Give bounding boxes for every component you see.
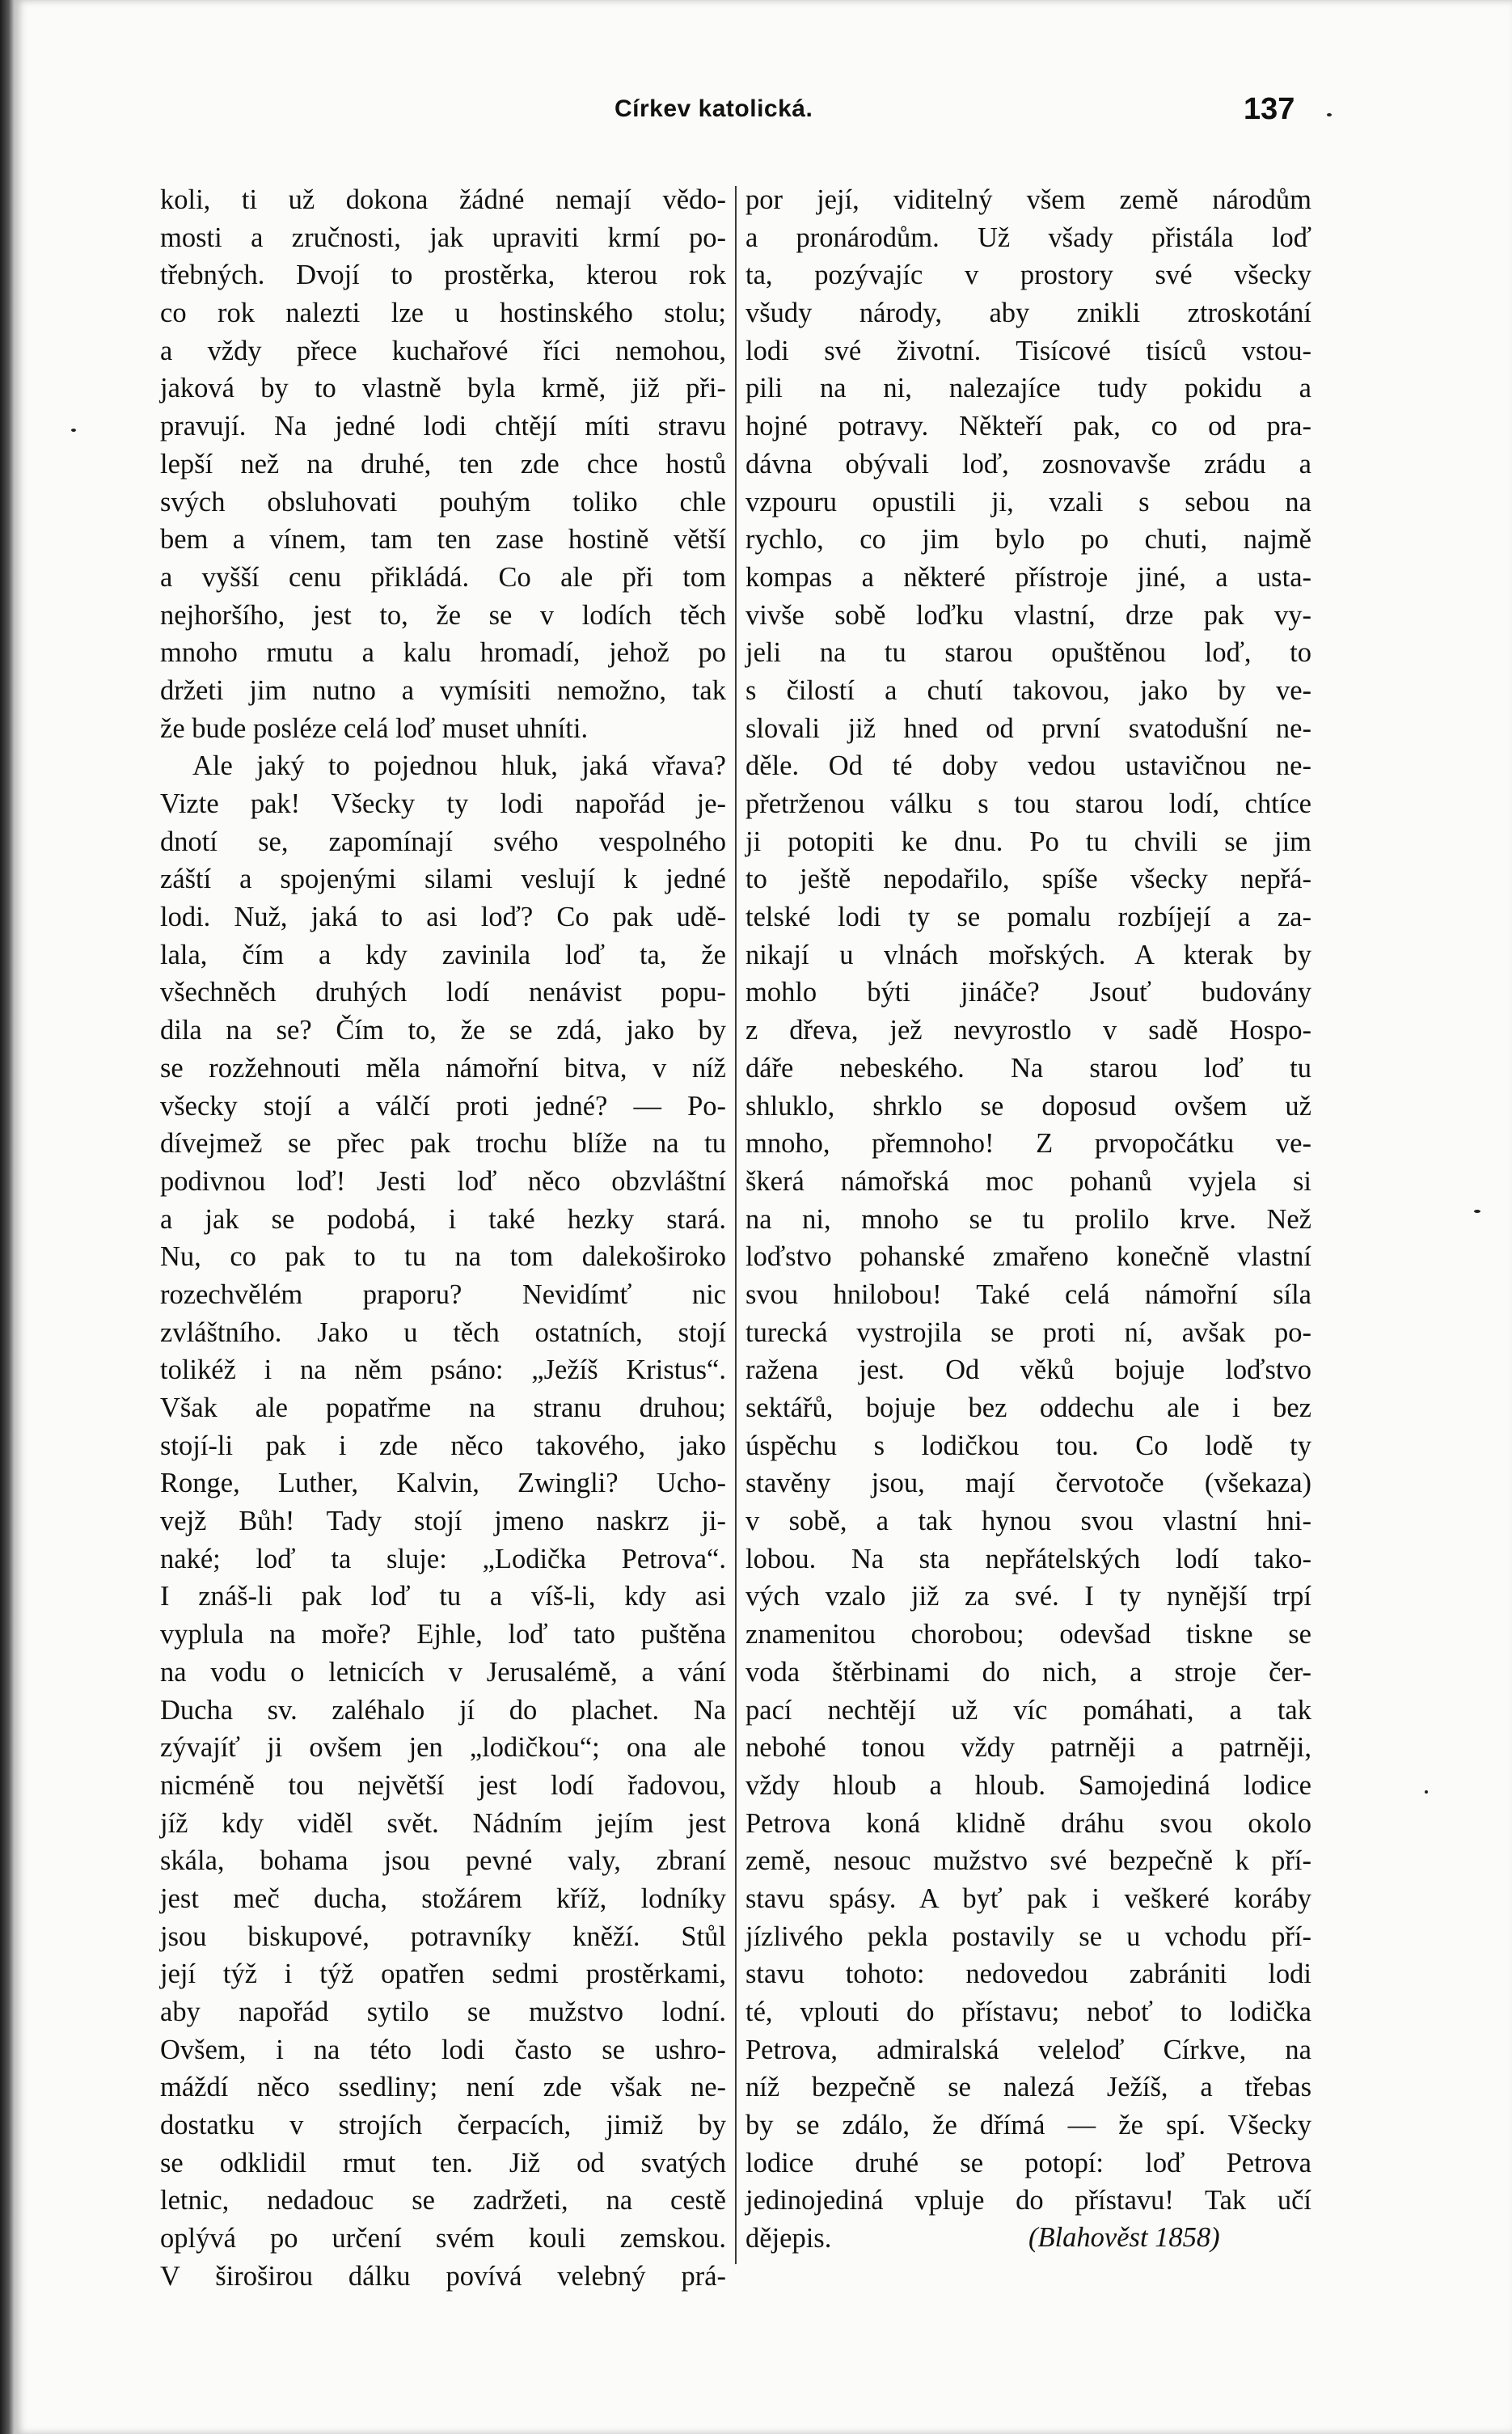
text-line: níž bezpečně se nalezá Ježíš, a třebas <box>745 2072 1311 2103</box>
text-line: skála, bohama jsou pevné valy, zbraní <box>160 1845 726 1877</box>
source-citation: (Blahověst 1858) <box>1028 2222 1220 2253</box>
text-line: stavu spásy. A byť pak i veškeré koráby <box>745 1883 1311 1914</box>
text-line: zvláštního. Jako u těch ostatních, stojí <box>160 1316 726 1348</box>
right-text-column <box>745 181 1311 2258</box>
left-text-column <box>160 181 726 2296</box>
text-line: jízlivého pekla postavily se u vchodu pří- <box>745 1921 1311 1952</box>
text-line: shluklo, shrklo se doposud ovšem už <box>745 1090 1311 1122</box>
text-line: jedinojediná vpluje do přístavu! Tak učí <box>745 2185 1311 2216</box>
text-line: Ronge, Luther, Kalvin, Zwingli? Ucho- <box>160 1468 726 1499</box>
text-line: voda štěrbinami do nich, a stroje čer- <box>745 1656 1311 1688</box>
text-line: letnic, nedadouc se zadržeti, na cestě <box>160 2185 726 2216</box>
text-line: s čilostí a chutí takovou, jako by ve- <box>745 674 1311 706</box>
text-line: por její, viditelný všem země národům <box>745 184 1311 215</box>
text-line: vyplula na moře? Ejhle, loď tato puštěna <box>160 1619 726 1650</box>
text-line: Nu, co pak to tu na tom dalekoširoko <box>160 1241 726 1273</box>
text-line: ji potopiti ke dnu. Po tu chvili se jim <box>745 826 1311 857</box>
text-line: nikají u vlnách mořských. A kterak by <box>745 939 1311 970</box>
text-line: dnotí se, zapomínají svého vespolného <box>160 826 726 857</box>
text-line: záští a spojenými silami veslují k jedné <box>160 864 726 895</box>
text-line: podivnou loď! Jesti loď něco obzvláštní <box>160 1165 726 1197</box>
text-line: a vyšší cenu přikládá. Co ale při tom <box>160 561 726 593</box>
text-line: Ducha sv. zaléhalo jí do plachet. Na <box>160 1694 726 1726</box>
text-line: všecky stojí a válčí proti jedné? — Po- <box>160 1090 726 1122</box>
text-line: a vždy přece kuchařové říci nemohou, <box>160 335 726 366</box>
text-line: Petrova koná klidně dráhu svou okolo <box>745 1807 1311 1839</box>
text-line: lala, čím a kdy zavinila loď ta, že <box>160 939 726 970</box>
running-head <box>0 92 1512 136</box>
print-speck <box>1425 1790 1428 1794</box>
text-line: vých vzalo již za své. I ty nynější trpí <box>745 1581 1311 1612</box>
text-line: z dřeva, jež nevyrostlo v sadě Hospo- <box>745 1015 1311 1046</box>
text-line: pravují. Na jedné lodi chtějí míti stravu <box>160 411 726 442</box>
text-line: stojí-li pak i zde něco takového, jako <box>160 1430 726 1461</box>
text-line: lodi své životní. Tisícové tisíců vstou- <box>745 335 1311 366</box>
text-line: by se zdálo, že dřímá — že spí. Všecky <box>745 2110 1311 2141</box>
text-line: Ale jaký to pojednou hluk, jaká vřava? <box>192 750 726 782</box>
print-speck <box>71 429 76 432</box>
text-line: vždy hloub a hloub. Samojediná lodice <box>745 1769 1311 1801</box>
page-number: 137 <box>1244 92 1295 126</box>
print-speck <box>1474 1210 1480 1213</box>
text-line: držeti jim nutno a vymísiti nemožno, tak <box>160 674 726 706</box>
text-line: úspěchu s lodičkou tou. Co lodě ty <box>745 1430 1311 1461</box>
text-line: všudy národy, aby znikli ztroskotání <box>745 298 1311 329</box>
text-line: děle. Od té doby vedou ustavičnou ne- <box>745 750 1311 782</box>
text-line: lodi. Nuž, jaká to asi loď? Co pak udě- <box>160 902 726 933</box>
text-line: to ještě nepodařilo, spíše všecky nepřá- <box>745 864 1311 895</box>
text-line: Ovšem, i na této lodi často se ushro- <box>160 2034 726 2065</box>
column-divider <box>735 186 737 2264</box>
text-line: se rozžehnouti měla námořní bitva, v níž <box>160 1052 726 1084</box>
text-line: v sobě, a tak hynou svou vlastní hni- <box>745 1506 1311 1537</box>
text-line: jaková by to vlastně byla krmě, již při- <box>160 373 726 404</box>
text-line: nebohé tonou vždy patrněji a patrněji, <box>745 1732 1311 1764</box>
text-line: tolikéž i na něm psáno: „Ježíš Kristus“. <box>160 1354 726 1386</box>
text-line: stavěny jsou, mají červotoče (všekaza) <box>745 1468 1311 1499</box>
text-line: její týž i týž opatřen sedmi prostěrkami, <box>160 1959 726 1990</box>
text-line: vivše sobě loďku vlastní, drze pak vy- <box>745 599 1311 631</box>
text-line: mosti a zručnosti, jak upraviti krmí po- <box>160 222 726 253</box>
text-line: svých obsluhovati pouhým toliko chle <box>160 486 726 518</box>
text-line: té, vplouti do přístavu; neboť to lodička <box>745 1997 1311 2027</box>
text-line: svou hnilobou! Také celá námořní síla <box>745 1278 1311 1310</box>
text-line: a pronárodům. Už všady přistála loď <box>745 222 1311 253</box>
text-line: dívejmež se přec pak trochu blíže na tu <box>160 1128 726 1160</box>
text-line: bem a vínem, tam ten zase hostině větší <box>160 524 726 556</box>
text-line: jeli na tu starou opuštěnou loď, to <box>745 637 1311 669</box>
text-line: se odklidil rmut ten. Již od svatých <box>160 2147 726 2178</box>
text-line: rychlo, co jim bylo po chuti, najmě <box>745 524 1311 556</box>
text-line: mohlo býti jináče? Jsouť budovány <box>745 977 1311 1008</box>
text-line: sektářů, bojuje bez oddechu ale i bez <box>745 1392 1311 1423</box>
running-title: Církev katolická. <box>615 95 813 122</box>
text-line: dávna obývali loď, zosnovavše zrádu a <box>745 448 1311 480</box>
text-line: mnoho rmutu a kalu hromadí, jehož po <box>160 637 726 669</box>
text-line: turecká vystrojila se proti ní, avšak po- <box>745 1316 1311 1348</box>
text-line: koli, ti už dokona žádné nemají vědo- <box>160 184 726 215</box>
text-line: vzpouru opustili ji, vzali s sebou na <box>745 486 1311 518</box>
text-line: lepší než na druhé, ten zde chce hostů <box>160 448 726 480</box>
text-line: škerá námořská moc pohanů vyjela si <box>745 1165 1311 1197</box>
text-line: jest meč ducha, stožárem kříž, lodníky <box>160 1883 726 1914</box>
text-line: dila na se? Čím to, že se zdá, jako by <box>160 1015 726 1046</box>
text-line: znamenitou chorobou; odevšad tiskne se <box>745 1619 1311 1650</box>
text-line: na ni, mnoho se tu prolilo krve. Než <box>745 1203 1311 1235</box>
text-line: slovali již hned od první svatodušní ne- <box>745 712 1311 744</box>
text-line: kompas a některé přístroje jiné, a usta- <box>745 561 1311 593</box>
text-line: lobou. Na sta nepřátelských lodí tako- <box>745 1543 1311 1574</box>
text-line: pací nechtějí už víc pomáhati, a tak <box>745 1694 1311 1726</box>
text-line: rozechvělém praporu? Nevidímť nic <box>160 1278 726 1310</box>
text-line: hojné potravy. Někteří pak, co od pra- <box>745 411 1311 442</box>
text-line: pili na ni, nalezajíce tudy pokidu a <box>745 373 1311 404</box>
text-line: vejž Bůh! Tady stojí jmeno naskrz ji- <box>160 1506 726 1537</box>
text-line: a jak se podobá, i také hezky stará. <box>160 1203 726 1235</box>
text-line: třebných. Dvojí to prostěrka, kterou rok <box>160 260 726 291</box>
text-line: dáře nebeského. Na starou loď tu <box>745 1052 1311 1084</box>
text-line: všechněch druhých lodí nenávist popu- <box>160 977 726 1008</box>
text-line: telské lodi ty se pomalu rozbíjejí a za- <box>745 902 1311 933</box>
text-line: lodice druhé se potopí: loď Petrova <box>745 2147 1311 2178</box>
text-line: naké; loď ta sluje: „Lodička Petrova“. <box>160 1543 726 1574</box>
print-speck <box>1327 113 1332 116</box>
text-line: co rok nalezti lze u hostinského stolu; <box>160 298 726 329</box>
text-line: nicméně tou největší jest lodí řadovou, <box>160 1769 726 1801</box>
text-line: V široširou dálku povívá velebný prá- <box>160 2260 726 2292</box>
text-line: máždí něco ssedliny; není zde však ne- <box>160 2072 726 2103</box>
text-line: Petrova, admiralská veleloď Církve, na <box>745 2034 1311 2065</box>
text-line: Vizte pak! Všecky ty lodi napořád je- <box>160 788 726 819</box>
text-line: dějepis. <box>745 2223 832 2254</box>
text-line: mnoho, přemnoho! Z prvopočátku ve- <box>745 1128 1311 1160</box>
text-line: země, nesouc mužstvo své bezpečně k pří- <box>745 1845 1311 1877</box>
text-line: ražena jest. Od věků bojuje loďstvo <box>745 1354 1311 1386</box>
text-line: jsou biskupové, potravníky kněží. Stůl <box>160 1921 726 1952</box>
text-line: že bude posléze celá loď muset uhníti. <box>160 712 589 744</box>
text-line: nejhoršího, jest to, že se v lodích těch <box>160 599 726 631</box>
text-line: přetrženou válku s tou starou lodí, chtíce <box>745 788 1311 819</box>
text-line: I znáš-li pak loď tu a víš-li, kdy asi <box>160 1581 726 1612</box>
text-line: loďstvo pohanské zmařeno konečně vlastní <box>745 1241 1311 1273</box>
text-line: oplývá po určení svém kouli zemskou. <box>160 2223 726 2254</box>
text-line: zývajíť ji ovšem jen „lodičkou“; ona ale <box>160 1732 726 1764</box>
text-line: Však ale popatřme na stranu druhou; <box>160 1392 726 1423</box>
text-line: ta, pozývajíc v prostory své všecky <box>745 260 1311 291</box>
text-line: dostatku v strojích čerpacích, jimiž by <box>160 2110 726 2141</box>
text-line: jíž kdy viděl svět. Nádním jejím jest <box>160 1807 726 1839</box>
text-line: stavu tohoto: nedovedou zabrániti lodi <box>745 1959 1311 1990</box>
text-line: aby napořád sytilo se mužstvo lodní. <box>160 1997 726 2027</box>
text-line: na vodu o letnicích v Jerusalémě, a vání <box>160 1656 726 1688</box>
page-binding-edge <box>0 0 15 2434</box>
